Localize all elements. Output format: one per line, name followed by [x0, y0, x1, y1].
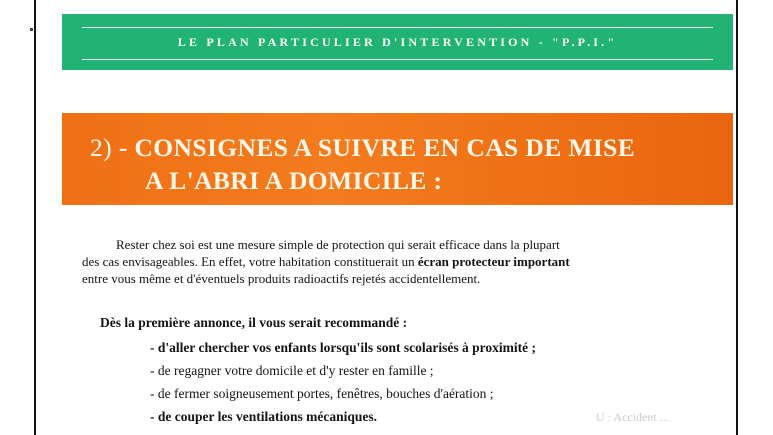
intro-line-2	[82, 253, 722, 270]
header-banner-rule-bottom	[82, 59, 713, 60]
recommendation-list	[150, 336, 536, 428]
intro-line-2-text: des cas envisageables. En effet, votre habitation constituerait un	[82, 254, 418, 269]
list-item: - de couper les ventilations mécaniques.	[150, 409, 377, 424]
header-banner-title: LE PLAN PARTICULIER D'INTERVENTION - "P.P.I."	[177, 35, 618, 49]
intro-paragraph	[82, 236, 722, 287]
header-banner-rule-top	[82, 27, 713, 28]
intro-line-3: entre vous même et d'éventuels produits radioactifs rejetés accidentellement.	[82, 271, 481, 286]
scan-speck	[30, 28, 33, 31]
list-item: - de regagner votre domicile et d'y rester en famille ;	[150, 363, 434, 378]
list-item: - d'aller chercher vos enfants lorsqu'ils sont scolarisés à proximité ;	[150, 340, 536, 355]
recommendation-lead: Dès la première annonce, il vous serait recommandé :	[100, 315, 408, 330]
section-banner	[62, 113, 733, 205]
bleed-through-text: U : Accident ...	[596, 410, 669, 424]
section-title-line1: - CONSIGNES A SUIVRE EN CAS DE MISE	[118, 133, 636, 162]
list-item: - de fermer soigneusement portes, fenêtres, bouches d'aération ;	[150, 386, 494, 401]
right-margin-rule	[736, 0, 738, 435]
section-title-line2: A L'ABRI A DOMICILE :	[145, 166, 443, 195]
section-number: 2)	[90, 133, 113, 162]
left-margin-rule	[34, 0, 36, 435]
intro-emphasis: écran protecteur important	[417, 254, 570, 269]
intro-line-1: Rester chez soi est une mesure simple de protection qui serait efficace dans la plupart	[116, 237, 560, 252]
section-title	[90, 131, 635, 197]
header-banner	[62, 14, 733, 70]
